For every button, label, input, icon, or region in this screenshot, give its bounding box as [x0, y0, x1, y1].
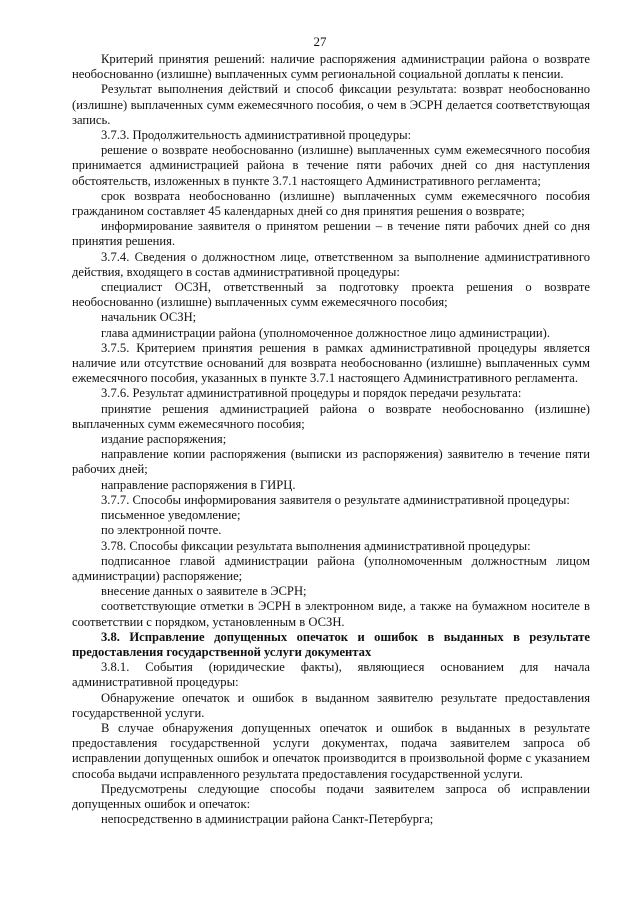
paragraph: направление копии распоряжения (выписки из распоряжения) заявителю в течение пяти рабочих дней;	[72, 447, 590, 477]
paragraph: письменное уведомление;	[101, 508, 241, 523]
paragraph: соответствующие отметки в ЭСРН в электронном виде, а также на бумажном носителе в соответствии с порядком, установленным в ОСЗН.	[72, 599, 590, 629]
paragraph: непосредственно в администрации района Санкт-Петербурга;	[101, 812, 434, 827]
paragraph: начальник ОСЗН;	[101, 310, 197, 325]
paragraph: принятие решения администрацией района о возврате необоснованно (излишне) выплаченных сумм ежемесячного пособия;	[72, 401, 590, 431]
paragraph: издание распоряжения;	[101, 432, 227, 447]
paragraph: 3.7.3. Продолжительность административной процедуры:	[101, 128, 412, 143]
paragraph: решение о возврате необоснованно (излишне) выплаченных сумм ежемесячного пособия принимается администрацией района в течение пяти рабочих дней со дня наступления обстоятельств, изложенных в пункте 3.7.1 настоящего Административного регламента;	[72, 143, 590, 188]
paragraph: глава администрации района (уполномоченное должностное лицо администрации).	[101, 325, 550, 340]
paragraph: Результат выполнения действий и способ фиксации результата: возврат необоснованно (излишне) выплаченных сумм ежемесячного пособия, о чем в ЭСРН делается соответствующая запись.	[72, 82, 590, 127]
paragraph: направление распоряжения в ГИРЦ.	[101, 477, 296, 492]
paragraph: 3.7.4. Сведения о должностном лице, ответственном за выполнение административного действия, входящего в состав административной процедуры:	[72, 249, 590, 279]
paragraph: Предусмотрены следующие способы подачи заявителем запроса об исправлении допущенных ошибок и опечаток:	[72, 781, 590, 811]
paragraph: 3.78. Способы фиксации результата выполнения административной процедуры:	[101, 538, 531, 553]
paragraph: информирование заявителя о принятом решении – в течение пяти рабочих дней со дня принятия решения.	[72, 219, 590, 249]
paragraph: Обнаружение опечаток и ошибок в выданном заявителю результате предоставления государственной услуги.	[72, 690, 590, 720]
paragraph: 3.8.1. События (юридические факты), являющиеся основанием для начала административной процедуры:	[72, 660, 590, 690]
paragraph: специалист ОСЗН, ответственный за подготовку проекта решения о возврате необоснованно (излишне) выплаченных сумм ежемесячного пособия;	[72, 280, 590, 310]
paragraph: В случае обнаружения допущенных опечаток и ошибок в выданных в результате предоставления государственной услуги документах, подача заявителем запроса об исправлении допущенных ошибок и опечаток производится в произвольной форме с указанием способа выдачи исправленного результата предоставления государственной услуги.	[72, 720, 590, 781]
paragraph: подписанное главой администрации района (уполномоченным должностным лицом администрации) распоряжение;	[72, 553, 590, 583]
paragraph: Критерий принятия решений: наличие распоряжения администрации района о возврате необоснованно (излишне) выплаченных сумм региональной социальной доплаты к пенсии.	[72, 52, 590, 82]
page-number: 27	[313, 34, 327, 49]
paragraph: внесение данных о заявителе в ЭСРН;	[101, 584, 307, 599]
paragraph: по электронной почте.	[101, 523, 222, 538]
section-heading: 3.8. Исправление допущенных опечаток и ошибок в выданных в результате предоставления государственной услуги документах	[72, 629, 590, 659]
paragraph: срок возврата необоснованно (излишне) выплаченных сумм ежемесячного пособия гражданином составляет 45 календарных дней со дня принятия решения о возврате;	[72, 188, 590, 219]
paragraph: 3.7.5. Критерием принятия решения в рамках административной процедуры является наличие или отсутствие оснований для возврата необоснованно (излишне) выплаченных сумм ежемесячного пособия, указанных в пункте 3.7.1 настоящего Административного регламента.	[72, 340, 590, 386]
paragraph: 3.7.6. Результат административной процедуры и порядок передачи результата:	[101, 386, 522, 401]
paragraph: 3.7.7. Способы информирования заявителя о результате административной процедуры:	[101, 492, 570, 507]
document-body	[72, 52, 590, 827]
